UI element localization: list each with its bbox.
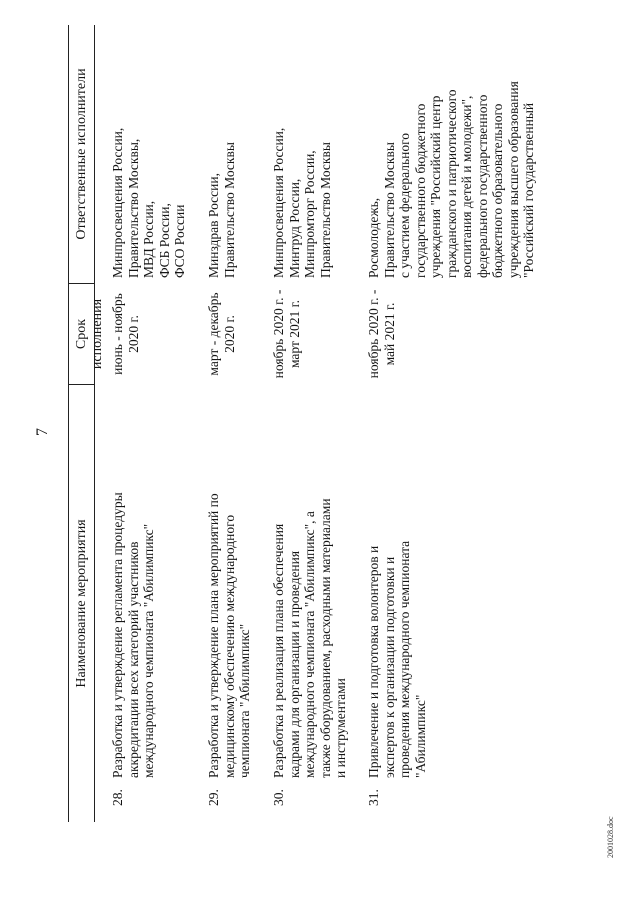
footer-document-code: 2001028.doc (606, 816, 615, 858)
row-31-executors: Росмолодежь, Правительство Москвы с участием федерального государственного бюджетного учреждения "Российский центр гражданского и патриотического воспитания детей и молодежи", федерального государственного бюджетного образовательного учреждения высшего образования "Российский государственный (366, 81, 536, 278)
row-28-name: Разработка и утверждение регламента процедуры аккредитации всех категорий участников международного чемпионата "Абилимпикс" (110, 492, 156, 778)
row-31-name: Привлечение и подготовка волонтеров и экспертов к организации подготовки и проведения международного чемпионата "Абилимпикс" (366, 540, 428, 778)
table-header-bottom-border (94, 25, 95, 822)
row-31-deadline: ноябрь 2020 г. - май 2021 г. (366, 289, 397, 379)
row-28-number: 28. (110, 789, 125, 806)
row-30-name: Разработка и реализация плана обеспечения кадрами для организации и проведения международного чемпионата "Абилимпикс", а также оборудованием, расходными материалами и инструментами (271, 498, 348, 778)
page-number: 7 (34, 428, 51, 436)
row-30-executors: Минпросвещения России, Минтруд России, Минпромторг России, Правительство Москвы (271, 127, 333, 278)
row-29-name: Разработка и утверждение плана мероприятий по медицинскому обеспечению международного чемпионата "Абилимпикс" (206, 493, 252, 778)
row-28-executors: Минпросвещения России, Правительство Москвы, МВД России, ФСБ России, ФСО России (110, 127, 187, 278)
table-top-border (68, 25, 69, 822)
row-31-number: 31. (366, 789, 381, 806)
row-30-deadline: ноябрь 2020 г. - март 2021 г. (271, 289, 302, 379)
row-29-deadline: март - декабрь 2020 г. (206, 292, 237, 376)
row-29-executors: Минздрав России, Правительство Москвы (206, 142, 237, 278)
row-30-number: 30. (271, 789, 286, 806)
row-28-deadline: июнь - ноябрь 2020 г. (110, 293, 141, 375)
header-name: Наименование мероприятия (74, 519, 89, 688)
header-executors: Ответственные исполнители (74, 68, 89, 240)
header-deadline: Срок исполнения (74, 298, 105, 370)
rotated-document-page (20, 17, 620, 862)
row-29-number: 29. (206, 789, 221, 806)
